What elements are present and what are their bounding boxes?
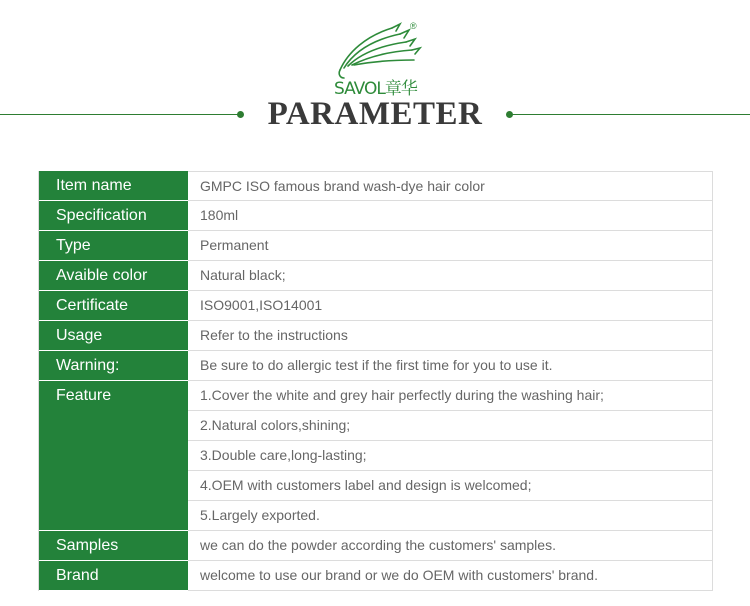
row-label-cell [39, 291, 188, 321]
row-label-cell [39, 201, 188, 231]
row-label: Warning: [56, 357, 120, 374]
row-label: Usage [56, 327, 103, 344]
registered-mark: ® [410, 21, 417, 31]
row-label-cell [39, 381, 188, 531]
table-row [39, 381, 713, 531]
row-values [188, 171, 713, 201]
row-value: Refer to the instructions [188, 321, 713, 351]
row-label: Avaible color [56, 267, 148, 284]
title-divider-right [510, 114, 750, 115]
row-value: 4.OEM with customers label and design is welcomed; [188, 471, 713, 501]
title-divider-left [0, 114, 241, 115]
row-label-cell [39, 261, 188, 291]
row-label-cell [39, 351, 188, 381]
table-row [39, 561, 713, 591]
row-value: 2.Natural colors,shining; [188, 411, 713, 441]
table-row [39, 321, 713, 351]
row-values [188, 531, 713, 561]
row-values [188, 321, 713, 351]
row-label-cell [39, 171, 188, 201]
title-dot-left [237, 111, 244, 118]
row-values [188, 561, 713, 591]
row-values [188, 351, 713, 381]
brand-logo-text: SAVOL章华 [334, 79, 417, 99]
row-values [188, 231, 713, 261]
table-row [39, 171, 713, 201]
row-value: GMPC ISO famous brand wash-dye hair color [188, 171, 713, 201]
row-values [188, 291, 713, 321]
row-value: 180ml [188, 201, 713, 231]
row-value: 3.Double care,long-lasting; [188, 441, 713, 471]
row-value: Be sure to do allergic test if the first time for you to use it. [188, 351, 713, 381]
row-label-cell [39, 321, 188, 351]
table-row [39, 291, 713, 321]
row-value: welcome to use our brand or we do OEM with customers' brand. [188, 561, 713, 591]
row-values [188, 201, 713, 231]
row-value: Natural black; [188, 261, 713, 291]
table-row [39, 231, 713, 261]
table-row [39, 351, 713, 381]
row-value: 1.Cover the white and grey hair perfectly during the washing hair; [188, 381, 713, 411]
row-value: ISO9001,ISO14001 [188, 291, 713, 321]
row-label: Certificate [56, 297, 129, 314]
row-values [188, 381, 713, 531]
row-value: 5.Largely exported. [188, 501, 713, 531]
row-label: Type [56, 237, 91, 254]
row-values [188, 261, 713, 291]
table-row [39, 201, 713, 231]
brand-logo [330, 18, 426, 98]
row-label-cell [39, 231, 188, 261]
table-row [39, 261, 713, 291]
parameter-table [38, 171, 713, 591]
row-label: Item name [56, 177, 132, 194]
row-label: Specification [56, 207, 147, 224]
page-title: PARAMETER [267, 96, 483, 132]
row-label: Feature [56, 387, 112, 404]
row-label: Brand [56, 567, 99, 584]
table-row [39, 531, 713, 561]
row-value: we can do the powder according the customers' samples. [188, 531, 713, 561]
row-value: Permanent [188, 231, 713, 261]
row-label-cell [39, 531, 188, 561]
row-label: Samples [56, 537, 119, 554]
row-label-cell [39, 561, 188, 591]
